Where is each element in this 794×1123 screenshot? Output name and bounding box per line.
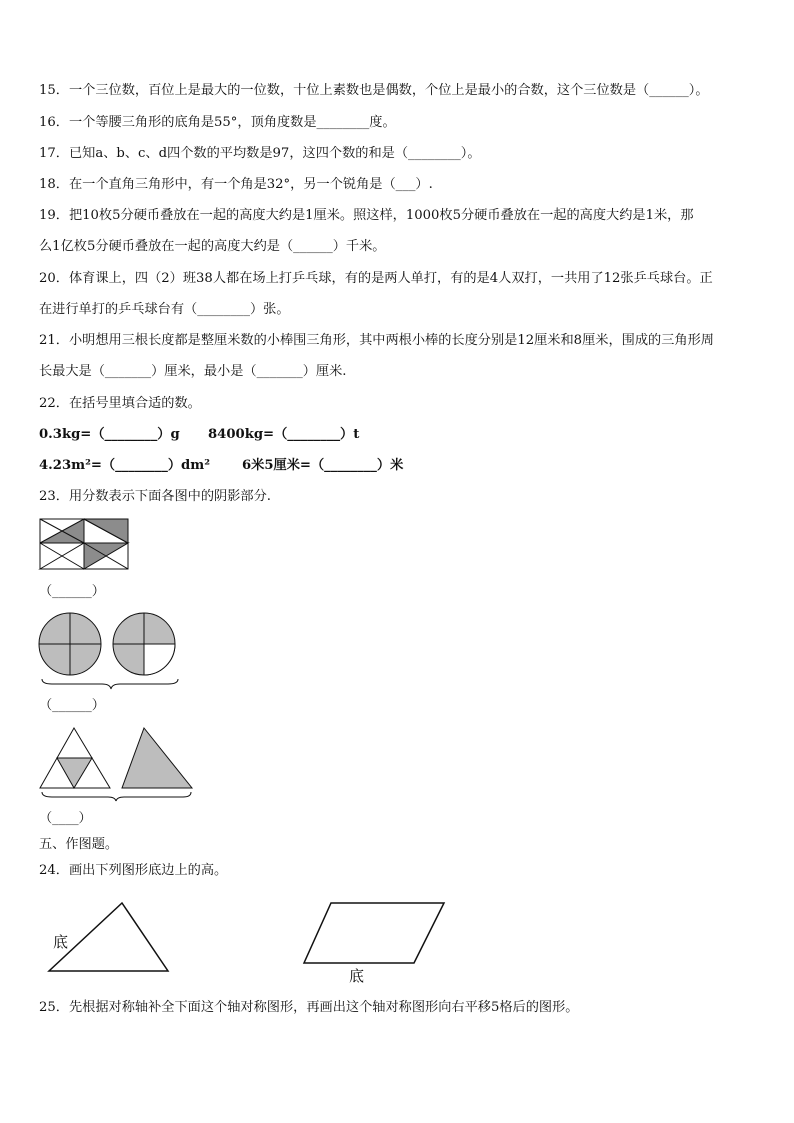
parallelogram-figure (301, 900, 447, 966)
question-18: 18．在一个直角三角形中，有一个角是32°，另一个锐角是（___）. (39, 177, 433, 192)
question-20-line2: 在进行单打的乒乓球台有（________）张。 (39, 302, 290, 317)
question-17: 17．已知a、b、c、d四个数的平均数是97，这四个数的和是（________）。 (39, 146, 481, 161)
question-19-line1: 19．把10枚5分硬币叠放在一起的高度大约是1厘米。照这样，1000枚5分硬币叠放在一起的高度大约是1米，那 (39, 208, 694, 223)
question-22: 22．在括号里填合适的数。 (39, 396, 201, 411)
triangles-shaded-figure (38, 726, 196, 802)
question-15: 15．一个三位数，百位上是最大的一位数，十位上素数也是偶数，个位上是最小的合数，这个三位数是（______）。 (39, 83, 709, 98)
parallelogram-base-label: 底 (349, 967, 365, 985)
question-24: 24．画出下列图形底边上的高。 (39, 863, 228, 878)
question-25: 25．先根据对称轴补全下面这个轴对称图形，再画出这个轴对称图形向右平移5格后的图形。 (39, 1000, 579, 1015)
answer-blank-figure-1: （______） (39, 584, 105, 599)
question-22-row1a: 0.3kg=（________）g (39, 427, 180, 442)
question-23: 23．用分数表示下面各图中的阴影部分. (39, 489, 271, 504)
circles-shaded-figure (38, 612, 183, 690)
rectangle-shaded-figure (39, 518, 129, 570)
question-22-row1b: 8400kg=（________）t (208, 427, 360, 442)
question-19-line2: 么1亿枚5分硬币叠放在一起的高度大约是（______）千米。 (39, 239, 386, 254)
question-22-row2b: 6米5厘米=（________）米 (242, 458, 404, 473)
section-5-heading: 五、作图题。 (39, 837, 119, 852)
question-21-line2: 长最大是（_______）厘米，最小是（_______）厘米. (39, 364, 347, 379)
question-16: 16．一个等腰三角形的底角是55°，顶角度数是________度。 (39, 115, 396, 130)
question-21-line1: 21．小明想用三根长度都是整厘米数的小棒围三角形，其中两根小棒的长度分别是12厘米和8厘米，围成的三角形周 (39, 333, 714, 348)
triangle-base-label: 底 (53, 933, 69, 951)
question-22-row2a: 4.23m²=（________）dm² (39, 458, 210, 473)
answer-blank-figure-3: （____） (39, 811, 92, 826)
answer-blank-figure-2: （______） (39, 698, 105, 713)
question-20-line1: 20．体育课上，四（2）班38人都在场上打乒乓球，有的是两人单打，有的是4人双打，一共用了12张乒乓球台。正 (39, 271, 713, 286)
